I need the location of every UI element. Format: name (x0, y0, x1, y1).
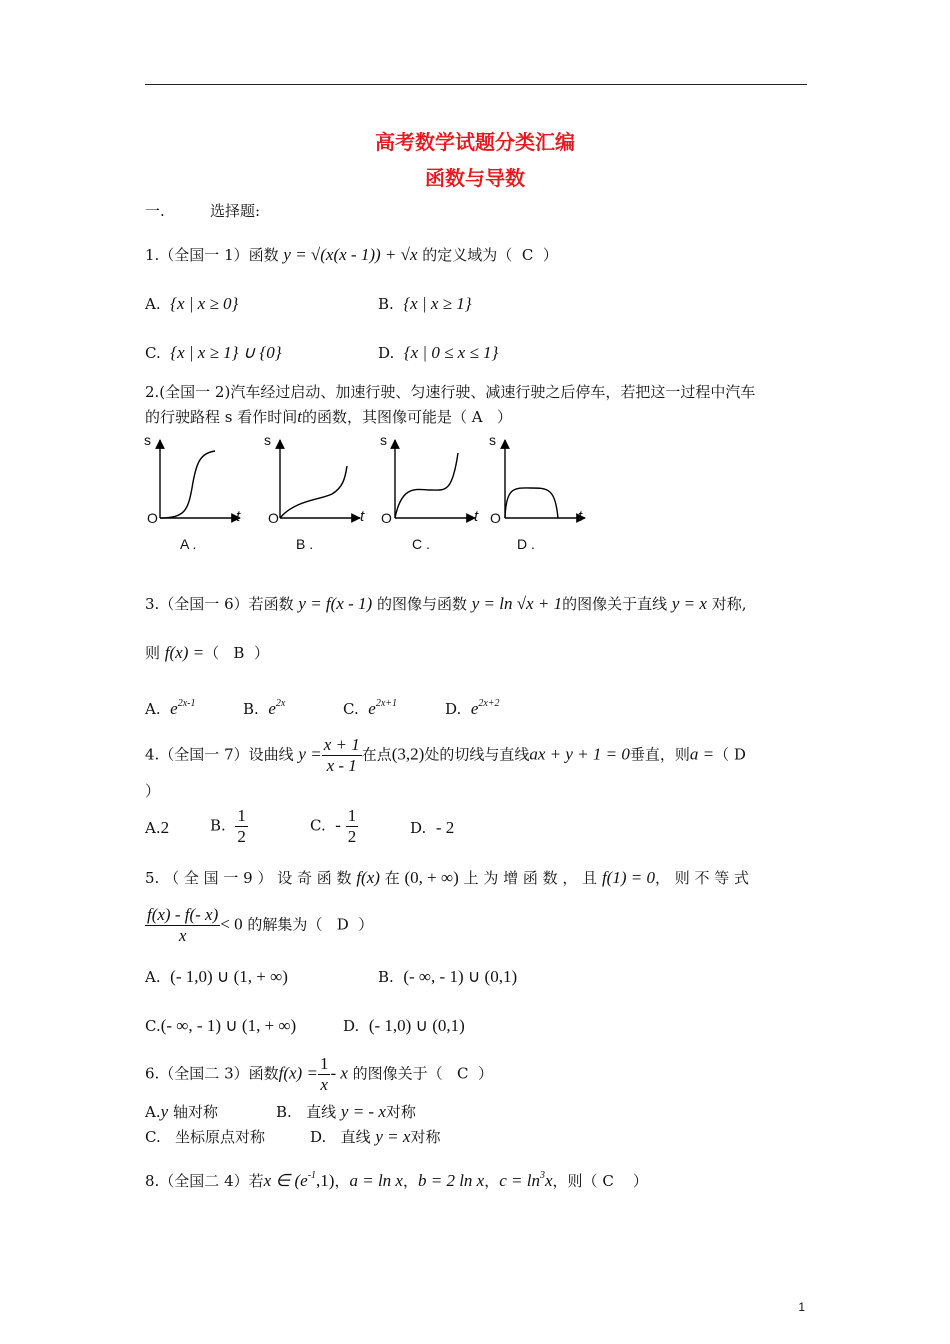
graph-d-t: t (578, 508, 583, 525)
q5-option-a (145, 968, 288, 986)
option-value: 坐标原点对称 (175, 1128, 266, 1146)
option-sign: - (335, 815, 341, 835)
option-value: 直线 (306, 1103, 337, 1121)
question-5-line1 (145, 869, 749, 887)
q6-pre: 6.（全国二 3）函数 (145, 1064, 279, 1083)
option-value: (- 1,0) ∪ (1, + ∞) (170, 967, 288, 986)
q1-close: ） (542, 246, 558, 264)
option-label: B. (378, 295, 394, 313)
q3-line2-pre: 则 (145, 644, 165, 662)
q5-option-b (378, 968, 517, 986)
option-exp: 2x+1 (375, 698, 397, 709)
q2-line2-pre: 的行驶路程 s 看作时间 (145, 408, 298, 426)
q2-graphs (140, 428, 600, 528)
q6-f: f(x) = (278, 1063, 318, 1083)
q5-option-c (145, 1017, 296, 1035)
q8-answer: C (602, 1172, 614, 1190)
option-value: {x | x ≥ 1} ∪ {0} (170, 343, 282, 362)
option-label: D. (445, 700, 462, 718)
q8-csup: 3 (540, 1170, 545, 1181)
q4-point: (3,2) (391, 744, 425, 764)
q4-mid2: 处的切线与直线 (424, 745, 530, 764)
q6-tail: - x (330, 1063, 348, 1083)
q6-den: x (320, 1075, 328, 1094)
q8-post: ，则（ (552, 1172, 598, 1190)
option-label: C. (343, 700, 359, 718)
doc-title: 高考数学试题分类汇编 (375, 130, 575, 154)
graph-b-t: t (360, 508, 365, 525)
q5-answer: D (336, 915, 349, 934)
option-label: A. (145, 295, 161, 313)
question-5-line2 (145, 905, 373, 946)
option-base: e (170, 699, 178, 718)
graph-a-curve (160, 451, 215, 518)
q6-option-c (145, 1128, 265, 1146)
question-1-stem (145, 246, 558, 264)
q5-line1: 5. （ 全 国 一 9 ） 设 奇 函 数 (145, 869, 352, 887)
option-value: {x | 0 ≤ x ≤ 1} (403, 343, 499, 362)
q8-close: ） (632, 1172, 648, 1190)
q8-cend: x (545, 1171, 553, 1190)
graph-a-s: s (144, 432, 151, 448)
option-num: 1 (237, 806, 246, 825)
question-2-line2 (145, 408, 512, 426)
q5-ineq: < 0 (220, 914, 243, 934)
option-label: D. (343, 1017, 360, 1035)
q2-t: t (297, 407, 302, 426)
option-den: 2 (237, 827, 246, 846)
option-label: C. (145, 344, 161, 362)
option-value: {x | x ≥ 0} (170, 294, 239, 313)
q4-num: x + 1 (323, 735, 360, 754)
question-3-line2 (145, 644, 269, 662)
q3-option-b (243, 695, 285, 718)
q4-y: y = (298, 744, 322, 764)
option-value: 2 (160, 818, 170, 837)
option-exp: 2x (275, 698, 286, 709)
q4-option-b (210, 806, 248, 847)
option-label: D. (410, 819, 427, 837)
graph-c-s: s (380, 432, 387, 448)
header-rule (145, 84, 807, 85)
q4-mid3: 垂直，则 (629, 745, 690, 764)
q1-option-c (145, 344, 282, 362)
q6-option-a (145, 1103, 218, 1121)
q5-rest2: ， 则 不 等 式 (654, 869, 750, 887)
q6-post: 的图像关于（ (347, 1064, 443, 1083)
option-label: B. (276, 1103, 292, 1121)
graph-c-label: C . (412, 536, 430, 552)
q3-pre: 3.（全国一 6）若函数 (145, 595, 299, 613)
question-6-stem (145, 1054, 493, 1095)
graph-a-label: A . (180, 536, 197, 552)
option-value2: 对称 (385, 1103, 416, 1121)
option-exp: 2x+2 (478, 698, 500, 709)
option-value2: 对称 (410, 1128, 441, 1146)
option-label: A. (145, 968, 161, 986)
question-2-line1: 2.(全国一 2)汽车经过启动、加速行驶、匀速行驶、减速行驶之后停车，若把这一过程中汽车 (145, 383, 756, 401)
q4-option-d (410, 819, 454, 837)
q4-fraction (322, 735, 362, 776)
option-label: C. (145, 1017, 161, 1035)
q3-close: ） (254, 644, 270, 662)
q8-cond: x ∈ (e (263, 1171, 308, 1190)
q4-a: a = (689, 744, 715, 764)
question-8-stem: 8.（全国二 4）若x ∈ $(e^{-1},1)$，a = ln x，b = 2 ln x，$c = \ln^3x$，则（ C ） (145, 1170, 648, 1190)
q1-stem-post: 的定义域为（ (417, 246, 513, 264)
q6-option-b (276, 1103, 416, 1121)
option-label: B. (243, 700, 259, 718)
q1-option-d (378, 344, 498, 362)
graph-c-t: t (474, 508, 479, 525)
graph-b (280, 440, 360, 518)
section-number: 一. (145, 202, 165, 220)
q2-line2-post: 的函数，其图像可能是（ (301, 408, 467, 426)
q1-option-a (145, 295, 238, 313)
option-fraction (235, 806, 248, 847)
q5-den: x (178, 926, 187, 945)
q6-num: 1 (319, 1054, 329, 1073)
option-label: C. (145, 1128, 161, 1146)
option-eq: y = x (375, 1127, 411, 1146)
q3-option-a (145, 695, 195, 718)
option-label: C. (310, 816, 326, 835)
option-exp: 2x-1 (177, 698, 196, 709)
q2-close: ） (496, 408, 512, 426)
q4-pre: 4.（全国一 7）设曲线 (145, 745, 299, 764)
q8-pre: 8.（全国二 4）若 (145, 1172, 264, 1190)
option-label: A. (145, 1103, 161, 1121)
q5-cond: f(1) = 0 (601, 868, 655, 887)
graph-c-o: O (381, 510, 392, 526)
q5-in: 在 (384, 869, 400, 887)
option-den: 2 (347, 827, 357, 846)
graph-d-curve (505, 488, 558, 518)
option-base: e (268, 699, 276, 718)
q8-cond2: ,1) (316, 1171, 335, 1190)
q3-f2: y = ln √x + 1 (471, 594, 563, 613)
q8-c: c = ln (499, 1171, 540, 1190)
q5-f: f(x) (356, 868, 380, 887)
q3-answer: B (233, 644, 245, 662)
q8-a: a = ln x (349, 1171, 403, 1190)
q1-formula: y = √(x(x - 1)) + √x (283, 245, 418, 264)
q1-stem-pre: 1.（全国一 1）函数 (145, 246, 284, 264)
option-base: e (470, 699, 479, 718)
option-eq: y = - x (340, 1102, 386, 1121)
q3-end: 对称, (706, 595, 747, 613)
option-value: (- ∞, - 1) ∪ (0,1) (403, 967, 518, 986)
graph-a-o: O (147, 510, 158, 526)
option-label: B. (210, 816, 226, 835)
q5-interval: (0, + ∞) (404, 868, 459, 887)
option-base: e (368, 699, 376, 718)
q6-close: ） (478, 1064, 494, 1083)
option-label: D. (378, 344, 395, 362)
q4-open: （ (714, 745, 730, 764)
option-var: y (160, 1102, 169, 1121)
q5-post: 的解集为（ (242, 915, 323, 934)
q8-b: b = 2 ln x (417, 1171, 485, 1190)
q3-f1: y = f(x - 1) (298, 594, 373, 613)
graph-b-o: O (268, 510, 279, 526)
option-value: 轴对称 (172, 1103, 218, 1121)
option-value: {x | x ≥ 1} (403, 294, 472, 313)
option-fraction (346, 806, 359, 847)
page-number: 1 (798, 1300, 805, 1314)
graph-b-curve (280, 466, 347, 518)
q3-f4: f(x) = (164, 643, 205, 662)
q4-close: ） (145, 782, 161, 800)
option-label: B. (378, 968, 394, 986)
q5-rest: 上 为 增 函 数 ， 且 (463, 869, 598, 887)
q3-line2-post: （ (204, 644, 220, 662)
q6-option-d (310, 1128, 440, 1146)
question-4-stem (145, 735, 746, 776)
q4-mid: 在点 (361, 745, 392, 764)
graph-b-s: s (264, 432, 271, 448)
graph-d-o: O (490, 510, 501, 526)
q5-num: f(x) - f(- x) (147, 905, 219, 924)
option-value: 直线 (340, 1128, 371, 1146)
q6-fraction (318, 1054, 331, 1095)
option-label: A. (145, 819, 161, 837)
q5-close: ） (358, 915, 374, 934)
section-label: 选择题: (210, 202, 261, 220)
q3-f3: y = x (671, 594, 707, 613)
graph-d-s: s (489, 432, 496, 448)
option-label: A. (145, 700, 161, 718)
q4-answer: D (733, 745, 746, 764)
question-3-line1 (145, 595, 746, 613)
option-num: 1 (347, 806, 357, 825)
doc-subtitle: 函数与导数 (425, 166, 525, 190)
q3-mid2: 的图像关于直线 (562, 595, 672, 613)
q4-option-a (145, 819, 169, 837)
q4-den: x - 1 (326, 756, 357, 775)
option-value: - 2 (435, 818, 455, 837)
option-label: D. (310, 1128, 327, 1146)
graph-c-curve (395, 453, 458, 518)
graph-a (160, 440, 240, 518)
q5-option-d (343, 1017, 465, 1035)
q3-option-d (445, 695, 500, 718)
graph-d (505, 440, 585, 518)
q8-sup: -1 (307, 1170, 317, 1181)
option-value: (- 1,0) ∪ (0,1) (368, 1016, 465, 1035)
q3-option-c (343, 695, 397, 718)
q4-line: ax + y + 1 = 0 (529, 744, 630, 764)
q2-answer: A (471, 408, 483, 426)
graph-c (395, 440, 475, 518)
graph-a-t: t (236, 508, 241, 525)
q1-answer: C (521, 246, 534, 264)
q3-mid: 的图像与函数 (372, 595, 472, 613)
q5-fraction (145, 905, 220, 946)
option-value: (- ∞, - 1) ∪ (1, + ∞) (160, 1016, 297, 1035)
graph-b-label: B . (296, 536, 314, 552)
graph-d-label: D . (517, 536, 535, 552)
q4-option-c (310, 806, 358, 847)
q1-option-b (378, 295, 472, 313)
q6-answer: C (457, 1064, 469, 1083)
